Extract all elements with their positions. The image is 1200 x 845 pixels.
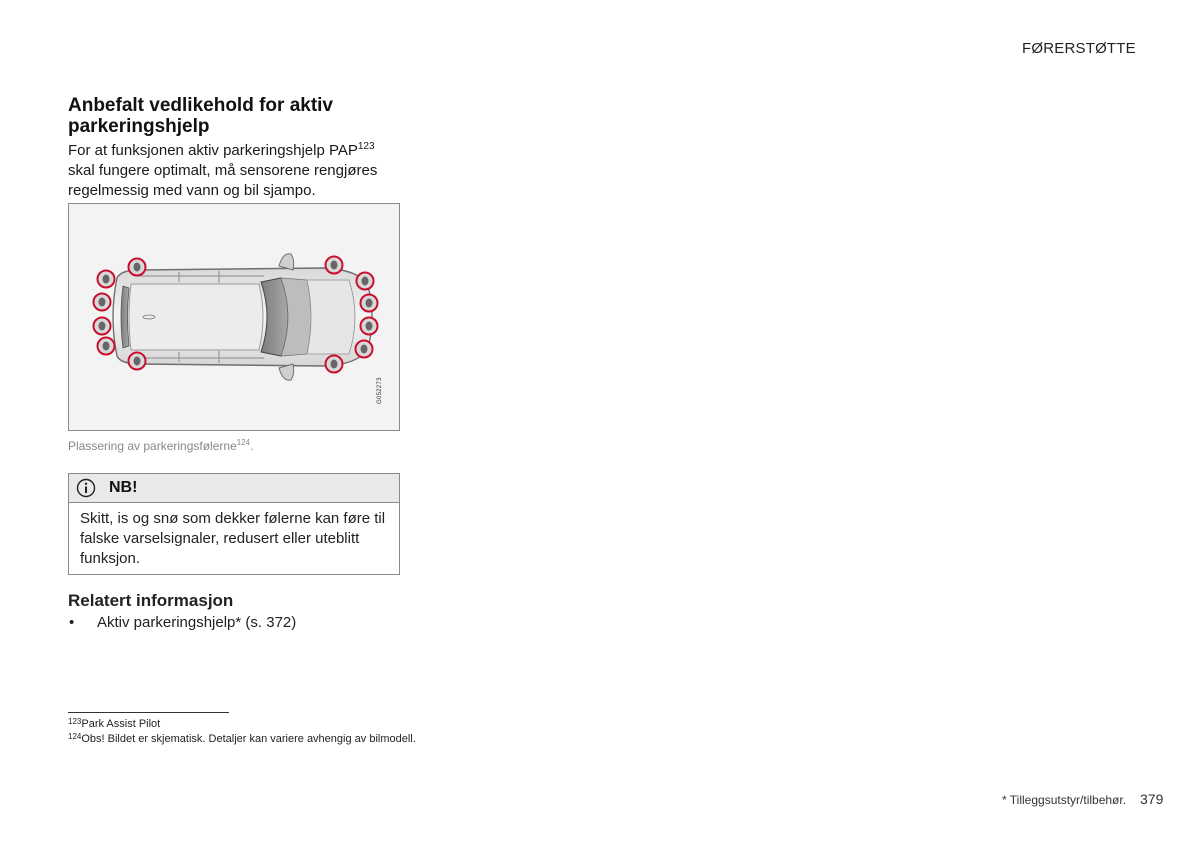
parking-sensor-marker-front-right-corner — [356, 341, 373, 358]
intro-text-end: skal fungere optimalt, må sensorene rengjøres regelmessig med vann og bil sjampo. — [68, 162, 378, 199]
parking-sensor-marker-front-side-bottom — [326, 356, 343, 373]
parking-sensor-marker-rear-left-corner — [98, 271, 115, 288]
figure-caption-text: Plassering av parkeringsfølerne — [68, 439, 237, 453]
note-header — [69, 474, 399, 503]
footnote-number: 124 — [68, 732, 82, 741]
footnote-123 — [68, 717, 416, 732]
parking-sensor-marker-front-left-inner — [361, 295, 378, 312]
parking-sensor-marker-rear-side-top — [129, 259, 146, 276]
note-text: Skitt, is og snø som dekker følerne kan føre til falske varselsignaler, redusert eller uteblitt funksjon. — [80, 510, 386, 567]
footnote-ref-123[interactable]: 123 — [357, 141, 375, 152]
parking-sensor-marker-front-right-inner — [361, 318, 378, 335]
related-link-item[interactable] — [68, 613, 296, 633]
footnote-text: Park Assist Pilot — [81, 718, 161, 730]
note-label: NB! — [109, 479, 138, 496]
parking-sensor-marker-rear-right-corner — [98, 338, 115, 355]
related-info-title: Relatert informasjon — [68, 591, 234, 610]
parking-sensor-figure — [68, 203, 400, 431]
parking-sensor-marker-front-left-corner — [357, 273, 374, 290]
related-info-list — [68, 613, 296, 633]
footnote-number: 123 — [68, 717, 82, 726]
figure-code: G052273 — [377, 377, 383, 404]
footnote-ref-124[interactable]: 124 — [236, 438, 251, 447]
page-title: Anbefalt vedlikehold for aktiv parkeringshjelp — [68, 95, 333, 137]
info-icon — [76, 478, 96, 498]
note-box — [68, 473, 400, 575]
footnote-divider — [68, 712, 229, 713]
section-header: FØRERSTØTTE — [1022, 40, 1136, 57]
parking-sensor-marker-rear-right-inner — [94, 318, 111, 335]
figure-caption — [68, 439, 253, 453]
intro-text-start: For at funksjonen aktiv parkeringshjelp PAP — [68, 142, 358, 159]
parking-sensor-marker-front-side-top — [326, 257, 343, 274]
parking-sensor-marker-rear-left-inner — [94, 294, 111, 311]
parking-sensor-marker-rear-side-bottom — [129, 353, 146, 370]
bullet-icon: • — [69, 614, 75, 631]
car-top-view-illustration — [69, 204, 399, 430]
figure-caption-end: . — [250, 439, 254, 453]
footnote-124 — [68, 732, 416, 747]
page-number: 379 — [1140, 791, 1164, 807]
footnotes — [68, 717, 416, 747]
related-link-text[interactable]: Aktiv parkeringshjelp* (s. 372) — [97, 614, 297, 631]
intro-paragraph — [68, 141, 398, 201]
accessory-footnote: * Tilleggsutstyr/tilbehør. — [1002, 793, 1127, 807]
footnote-text: Obs! Bildet er skjematisk. Detaljer kan variere avhengig av bilmodell. — [81, 733, 416, 745]
